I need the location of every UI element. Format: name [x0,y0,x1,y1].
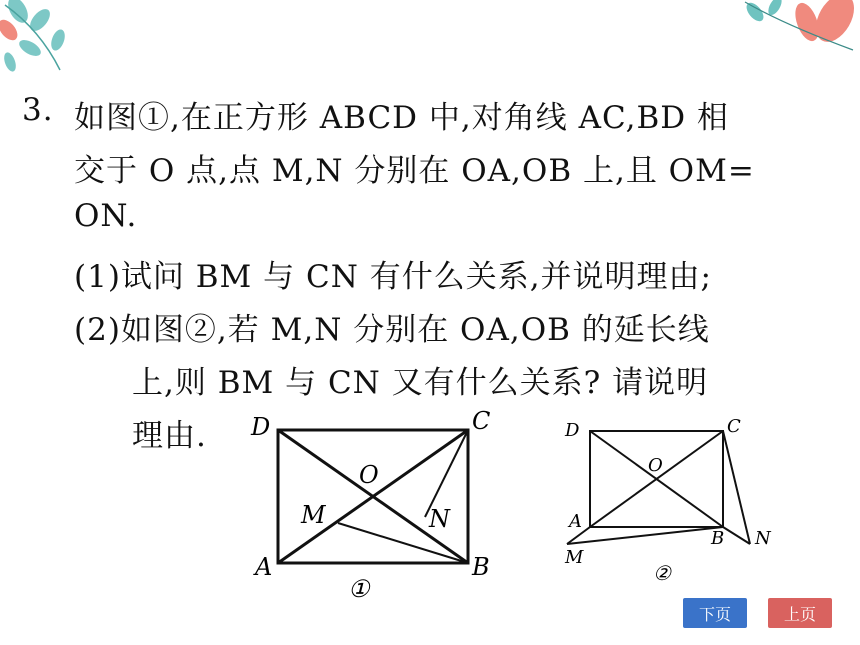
fig2-label-N: N [755,528,771,549]
fig1-label-C: C [472,407,491,435]
next-page-button[interactable]: 下页 [683,598,747,628]
fig1-label-A: A [255,553,273,581]
problem-part-1: (1)试问 BM 与 CN 有什么关系,并说明理由; [74,259,712,295]
figure-1 [243,405,523,602]
fig2-label-A: A [569,511,582,532]
fig2-label-M: M [565,547,584,568]
fig2-caption: ② [653,561,671,585]
top-left-leaf-icon [0,0,120,90]
fig1-label-O: O [359,461,379,489]
problem-line-3: ON. [74,198,138,234]
fig2-label-D: D [565,420,580,441]
top-right-leaf-icon [735,0,860,60]
fig2-label-C: C [727,416,741,437]
prev-page-button[interactable]: 上页 [768,598,832,628]
problem-part-2-end: 理由. [132,418,207,454]
fig1-label-D: D [251,413,271,441]
fig1-label-B: B [472,553,490,581]
problem-line-1: 如图①,在正方形 ABCD 中,对角线 AC,BD 相 [74,100,729,136]
fig2-label-B: B [711,528,725,549]
problem-part-2: (2)如图②,若 M,N 分别在 OA,OB 的延长线 [74,312,710,348]
problem-line-2: 交于 O 点,点 M,N 分别在 OA,OB 上,且 OM= [74,153,755,189]
fig1-label-N: N [429,505,450,533]
problem-part-2-cont: 上,则 BM 与 CN 又有什么关系? 请说明 [132,365,709,401]
problem-number: 3. [22,92,54,128]
fig1-caption: ① [348,575,370,602]
fig2-label-O: O [648,455,663,476]
figure-2 [545,410,777,585]
fig1-label-M: M [301,501,326,529]
